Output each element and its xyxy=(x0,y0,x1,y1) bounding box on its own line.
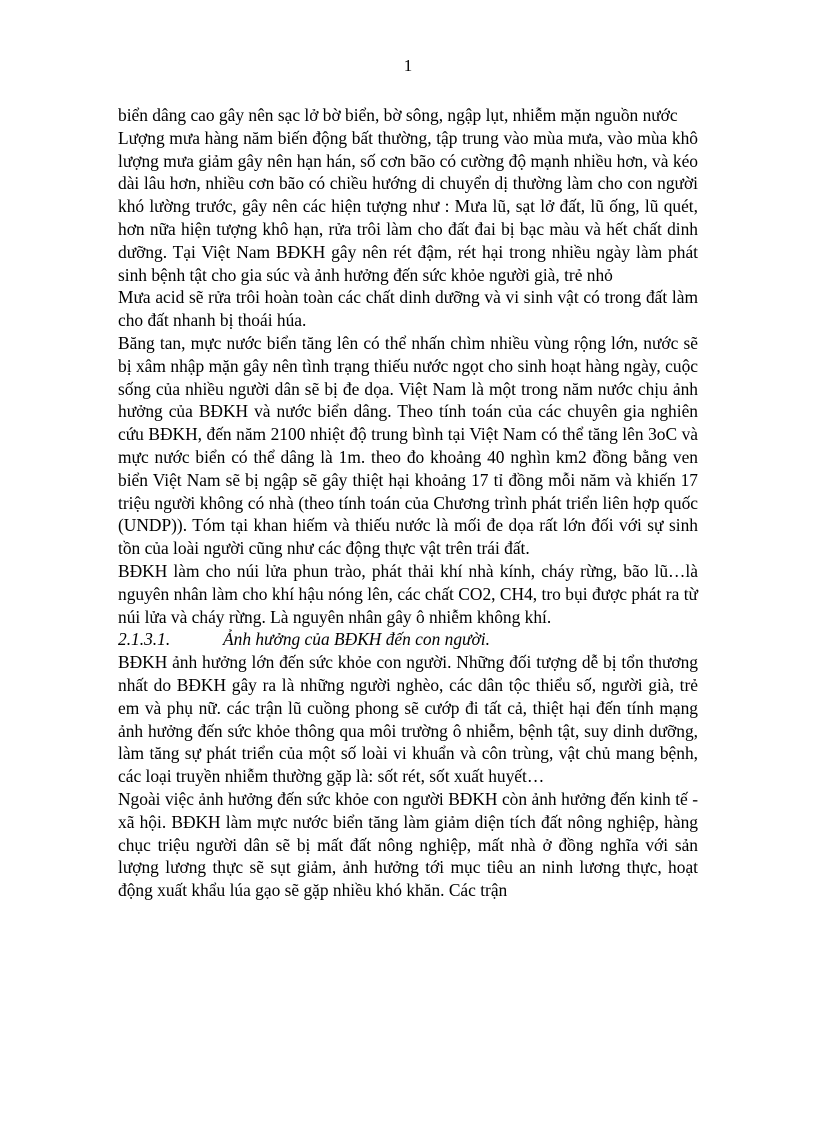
section-heading-number: 2.1.3.1. xyxy=(118,629,171,650)
paragraph-volcano-emissions: BĐKH làm cho núi lửa phun trào, phát thải khí nhà kính, cháy rừng, bão lũ…là nguyên nhân làm cho khí hậu nóng lên, các chất CO2, CH4, tro bụi được phát ra từ núi lửa và cháy rừng. Là nguyên nhân gây ô nhiễm không khí. xyxy=(118,560,698,627)
paragraph-sea-level-erosion: biển dâng cao gây nên sạc lở bờ biển, bờ sông, ngập lụt, nhiễm mặn nguồn nước xyxy=(118,105,678,125)
paragraph-ice-melt: Băng tan, mực nước biển tăng lên có thể nhấn chìm nhiều vùng rộng lớn, nước sẽ bị xâm nhập mặn gây nên tình trạng thiếu nước ngọt cho sinh hoạt hàng ngày, cuộc sống của nhiều người dân sẽ bị đe dọa. Việt Nam là một trong năm nước chịu ảnh hưởng của BĐKH và nước biển dâng. Theo tính toán của các chuyên gia nghiên cứu BĐKH, đến năm 2100 nhiệt độ trung bình tại Việt Nam có thể tăng lên 3oC và mực nước biển có thể dâng là 1m. theo đo khoảng 40 nghìn km2 đồng bằng ven biển Việt Nam sẽ bị ngập sẽ gây thiệt hại khoảng 17 tỉ đồng mỗi năm và khiến 17 triệu người không có nhà (theo tính toán của Chương trình phát triển liên hợp quốc (UNDP)). Tóm tại khan hiếm và thiếu nước là mối đe dọa rất lớn đối với sự sinh tồn của loài người cũng như các động thực vật trên trái đất. xyxy=(118,332,698,559)
page-number: 1 xyxy=(403,56,413,75)
document-body xyxy=(118,104,698,902)
paragraph-acid-rain: Mưa acid sẽ rửa trôi hoàn toàn các chất dinh dưỡng và vi sinh vật có trong đất làm cho đất nhanh bị thoái húa. xyxy=(118,287,698,331)
paragraph-health-impact: BĐKH ảnh hưởng lớn đến sức khỏe con người. Những đối tượng dễ bị tổn thương nhất do BĐKH gây ra là những người nghèo, các dân tộc thiểu số, người già, trẻ em và phụ nữ. các trận lũ cuồng phong sẽ cướp đi tất cả, thiệt hại đến tính mạng ảnh hưởng đến sức khỏe thông qua môi trường ô nhiễm, bệnh tật, suy dinh dưỡng, làm tăng sự phát triển của một số loài vi khuẩn và côn trùng, vật chủ mang bệnh, các loại truyền nhiễm thường gặp là: sốt rét, sốt xuất huyết… xyxy=(118,652,698,787)
paragraph-rainfall-changes: Lượng mưa hàng năm biến động bất thường, tập trung vào mùa mưa, vào mùa khô lượng mưa giảm gây nên hạn hán, số cơn bão có cường độ mạnh nhiều hơn, và kéo dài lâu hơn, nhiều cơn bão có chiều hướng di chuyển dị thường làm cho con người khó lường trước, gây nên các hiện tượng như : Mưa lũ, sạt lở đất, lũ ống, lũ quét, hơn nữa hiện tượng khô hạn, rửa trôi làm cho đất đai bị bạc màu và hết chất dinh dưỡng. Tại Việt Nam BĐKH gây nên rét đậm, rét hại trong nhiều ngày làm phát sinh bệnh tật cho gia súc và ảnh hưởng đến sức khỏe người già, trẻ nhỏ xyxy=(118,127,698,285)
section-heading xyxy=(118,628,698,651)
paragraph-socioeconomic-impact: Ngoài việc ảnh hưởng đến sức khỏe con người BĐKH còn ảnh hưởng đến kinh tế - xã hội. BĐKH làm mực nước biển tăng làm giảm diện tích đất nông nghiệp, hàng chục triệu người dân sẽ bị mất đất nông nghiệp, mất nhà ở đồng nghĩa với sản lượng lương thực sẽ sụt giảm, ảnh hưởng tới mục tiêu an ninh lương thực, hoạt động xuất khẩu lúa gạo sẽ gặp nhiều khó khăn. Các trận xyxy=(118,788,698,901)
section-heading-title: Ảnh hưởng của BĐKH đến con người. xyxy=(223,629,490,650)
